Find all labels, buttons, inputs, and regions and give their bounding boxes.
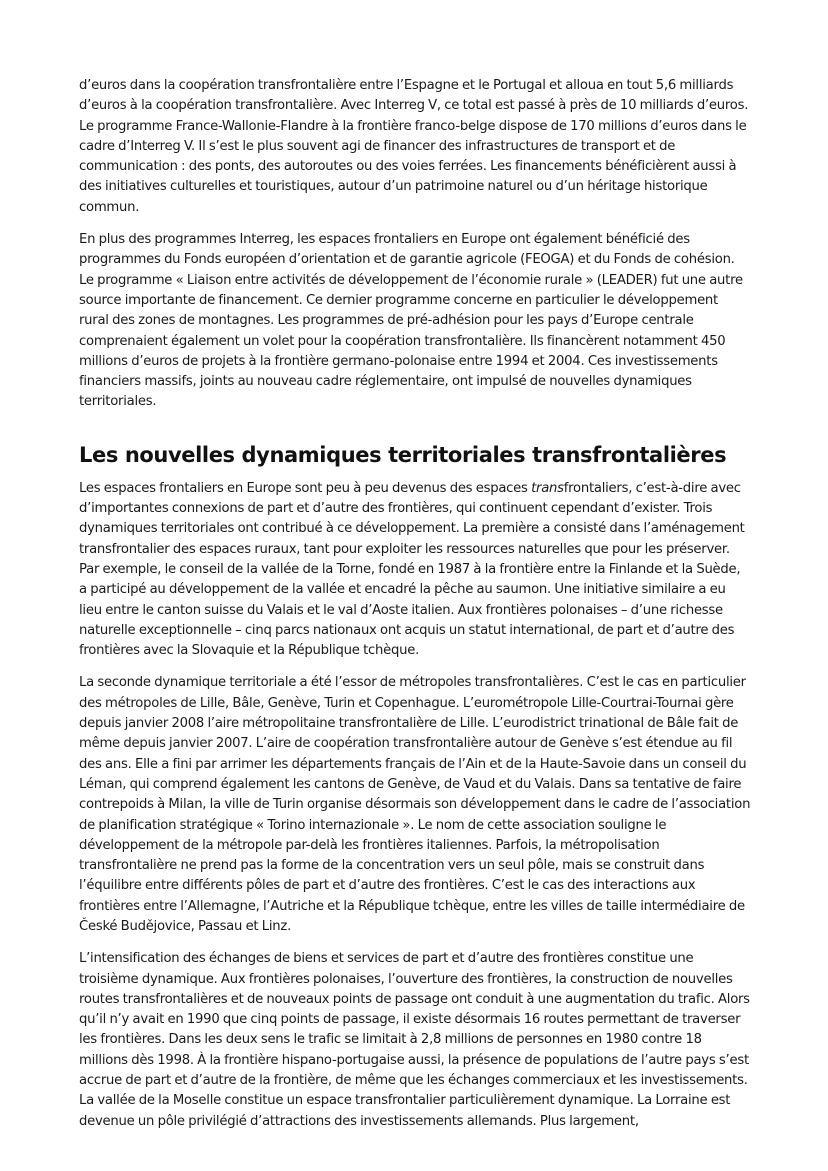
paragraph-interreg-funding: d’euros dans la coopération transfrontalière entre l’Espagne et le Portugal et alloua en tout 5,6 milliards d’euros à la coopération transfrontalière. Avec Interreg V, ce total est passé à près de 10 milliards d’euros. Le programme France-Wallonie-Flandre à la frontière franco-belge dispose de 170 millions d’euros dans le cadre d’Interreg V. Il s’est le plus souvent agi de financer des infrastructures de transport et de communication : des ponts, des autoroutes ou des voies ferrées. Les financements bénéficièrent aussi à des initiatives culturelles et touristiques, autour d’un patrimoine naturel ou d’un héritage historique commun. [79,78,749,215]
paragraph-first-dynamic-rest: frontaliers, c’est-à-dire avec d’importantes connexions de part et d’autre des frontières, qui continuent cependant d’exister. Trois dynamiques territoriales ont contribué à ce développement. La première a consisté dans l’aménagement transfrontalier des espaces ruraux, tant pour exploiter les ressources naturelles que pour les préserver. Par exemple, le conseil de la vallée de la Torne, fondé en 1987 à la frontière entre la Finlande et la Suède, a participé au développement de la vallée et encadré la pêche au saumon. Une initiative similaire a eu lieu entre le canton suisse du Valais et le val d’Aoste italien. Aux frontières polonaises – d’une richesse naturelle exceptionnelle – cinq parcs nationaux ont acquis un statut international, de part et d’autre des frontières avec la Slovaquie et la République tchèque. [79,480,745,659]
section-heading: Les nouvelles dynamiques territoriales transfrontalières [79,442,727,467]
paragraph-first-dynamic [79,479,751,662]
document-page [79,76,751,1144]
emphasis-trans: trans [531,480,564,496]
paragraph-third-dynamic: L’intensification des échanges de biens et services de part et d’autre des frontières constitue une troisième dynamique. Aux frontières polonaises, l’ouverture des frontières, la construction de nouvelles routes transfrontalières et de nouveaux points de passage ont conduit à une augmentation du trafic. Alors qu’il n’y avait en 1990 que cinq points de passage, il existe désormais 16 routes permettant de traverser les frontières. Dans les deux sens le trafic se limitait à 2,8 millions de personnes en 1980 contre 18 millions dès 1998. À la frontière hispano-portugaise aussi, la présence de populations de l’autre pays s’est accrue de part et d’autre de la frontière, de même que les échanges commerciaux et les investissements. La vallée de la Moselle constitue un espace transfrontalier particulièrement dynamique. La Lorraine est devenue un pôle privilégié d’attractions des investissements allemands. Plus largement, [79,951,750,1129]
paragraph-other-programs: En plus des programmes Interreg, les espaces frontaliers en Europe ont également bénéficié des programmes du Fonds européen d’orientation et de garantie agricole (FEOGA) et du Fonds de cohésion. Le programme « Liaison entre activités de développement de l’économie rurale » (LEADER) fut une autre source importante de financement. Ce dernier programme concerne en particulier le développement rural des zones de montagnes. Les programmes de pré-adhésion pour les pays d’Europe centrale comprenaient également un volet pour la coopération transfrontalière. Ils financèrent notamment 450 millions d’euros de projets à la frontière germano-polonaise entre 1994 et 2004. Ces investissements financiers massifs, joints au nouveau cadre réglementaire, ont impulsé de nouvelles dynamiques territoriales. [79,232,743,410]
paragraph-second-dynamic: La seconde dynamique territoriale a été l’essor de métropoles transfrontalières. C’est le cas en particulier des métropoles de Lille, Bâle, Genève, Turin et Copenhague. L’eurométropole Lille-Courtrai-Tournai gère depuis janvier 2008 l’aire métropolitaine transfrontalière de Lille. L’eurodistrict trinational de Bâle fait de même depuis janvier 2007. L’aire de coopération transfrontalière autour de Genève s’est étendue au fil des ans. Elle a fini par arrimer les départements français de l’Ain et de la Haute-Savoie dans un conseil du Léman, qui comprend également les cantons de Genève, de Vaud et du Valais. Dans sa tentative de faire contrepoids à Milan, la ville de Turin organise désormais son développement dans le cadre de l’association de planification stratégique « Torino internazionale ». Le nom de cette association souligne le développement de la métropole par-delà les frontières italiennes. Parfois, la métropolisation transfrontalière ne prend pas la forme de la concentration vers un seul pôle, mais se construit dans l’équilibre entre différents pôles de part et d’autre des frontières. C’est le cas des interactions aux frontières entre l’Allemagne, l’Autriche et la République tchèque, entre les villes de taille intermédiaire de České Budějovice, Passau et Linz. [79,675,751,934]
paragraph-first-dynamic-start: Les espaces frontaliers en Europe sont peu à peu devenus des espaces [79,480,532,496]
